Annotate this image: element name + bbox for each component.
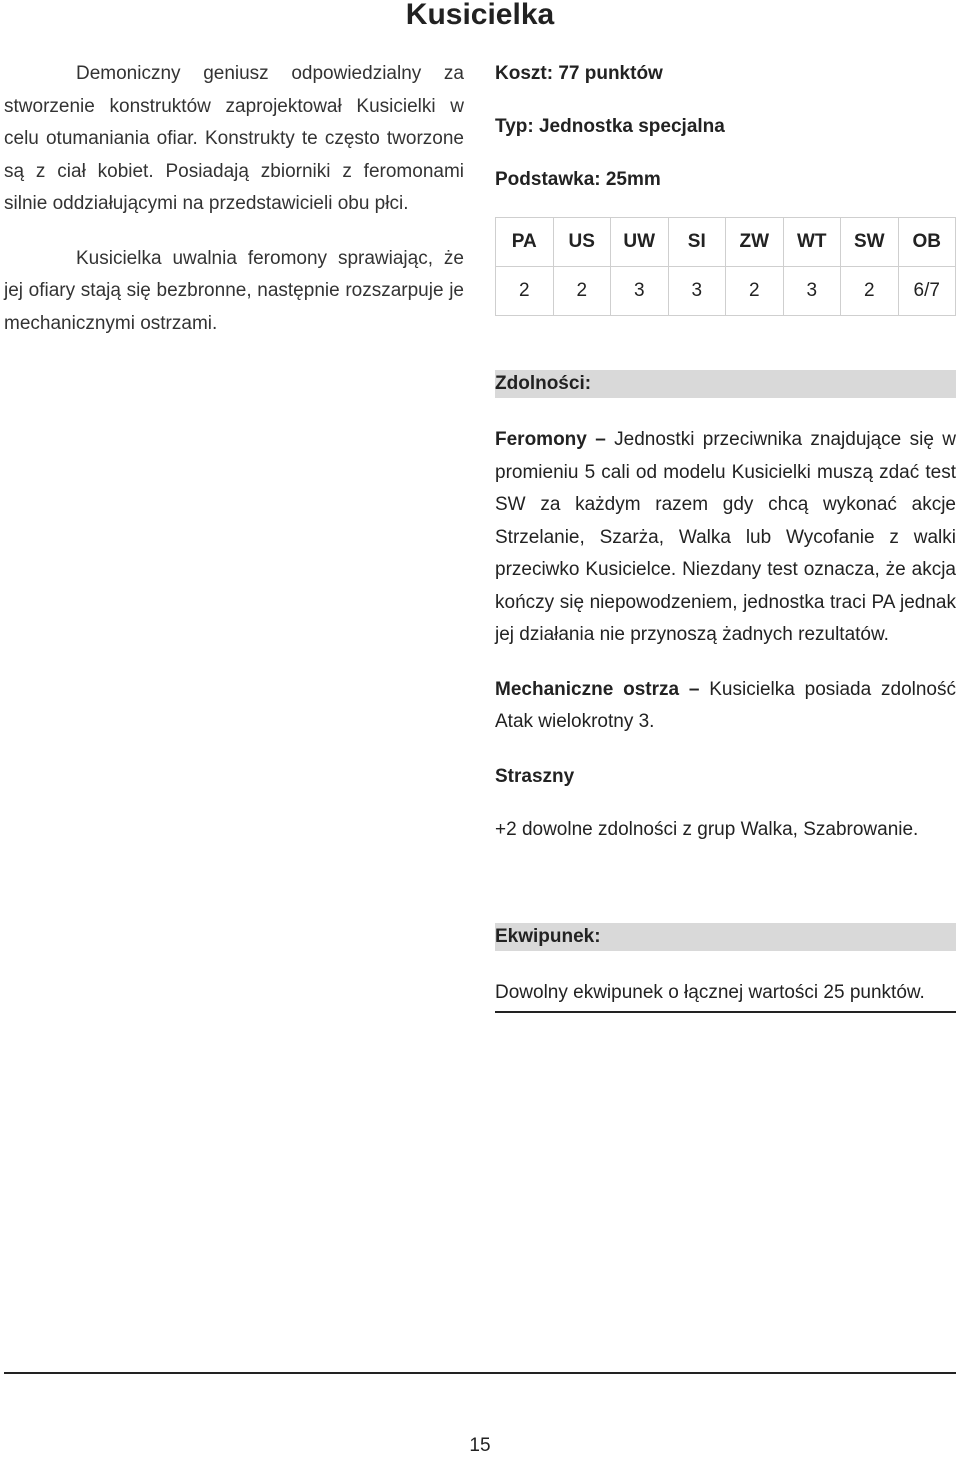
stats-header-row <box>496 218 956 267</box>
stat-value: 2 <box>841 267 899 316</box>
stat-header: PA <box>496 218 554 267</box>
stat-header: WT <box>783 218 841 267</box>
stat-value: 3 <box>611 267 669 316</box>
stat-value: 2 <box>553 267 611 316</box>
ability-feromony-text: Jednostki przeciwnika znajdujące się w promieniu 5 cali od modelu Kusicielki muszą zdać test SW za każdym razem gdy chcą wykonać akcje Strzelanie, Szarża, Walka lub Wycofanie z walki przeciwko Kusicielce. Niezdany test oznacza, że akcja kończy się niepowodzeniem, jednostka traci PA jednak jej działania nie przynoszą żadnych rezultatów. <box>495 429 956 645</box>
stat-header: SW <box>841 218 899 267</box>
stats-column <box>495 58 956 1013</box>
stat-header: ZW <box>726 218 784 267</box>
stat-header: SI <box>668 218 726 267</box>
equipment-heading: Ekwipunek: <box>495 923 956 951</box>
description-column <box>4 58 464 362</box>
description-paragraph-1: Demoniczny geniusz odpowiedzialny za stworzenie konstruktów zaprojektował Kusicielki w celu otumaniania ofiar. Konstrukty te często tworzone są z ciał kobiet. Posiadają zbiorniki z feromonami silnie oddziałującymi na przedstawicieli obu płci. <box>4 63 464 214</box>
stats-value-row <box>496 267 956 316</box>
abilities-heading: Zdolności: <box>495 370 956 398</box>
stats-table <box>495 217 956 316</box>
page-number: 15 <box>469 1435 491 1456</box>
stat-value: 3 <box>783 267 841 316</box>
stat-value: 6/7 <box>898 267 956 316</box>
stat-value: 3 <box>668 267 726 316</box>
ability-feromony-name: Feromony – <box>495 429 606 450</box>
ability-straszny: Straszny <box>495 765 575 787</box>
stat-header: US <box>553 218 611 267</box>
page-title: Kusicielka <box>405 0 555 31</box>
description-paragraph-2: Kusicielka uwalnia feromony sprawiając, że jej ofiary stają się bezbronne, następnie rozszarpuje je mechanicznymi ostrzami. <box>4 247 464 334</box>
ability-ostrza-text: Kusicielka posiada zdolność Atak wielokrotny 3. <box>495 678 956 732</box>
ability-feromony <box>495 424 956 652</box>
cost-line: Koszt: 77 punktów <box>495 63 663 84</box>
stat-value: 2 <box>496 267 554 316</box>
equipment-text: Dowolny ekwipunek o łącznej wartości 25 punktów. <box>495 977 956 1014</box>
type-line: Typ: Jednostka specjalna <box>495 116 725 137</box>
footer-divider <box>4 1372 956 1374</box>
ability-extra: +2 dowolne zdolności z grup Walka, Szabrowanie. <box>495 819 919 840</box>
stat-header: OB <box>898 218 956 267</box>
base-line: Podstawka: 25mm <box>495 169 661 190</box>
stat-header: UW <box>611 218 669 267</box>
ability-ostrza <box>495 674 956 739</box>
stat-value: 2 <box>726 267 784 316</box>
ability-ostrza-name: Mechaniczne ostrza – <box>495 678 700 700</box>
